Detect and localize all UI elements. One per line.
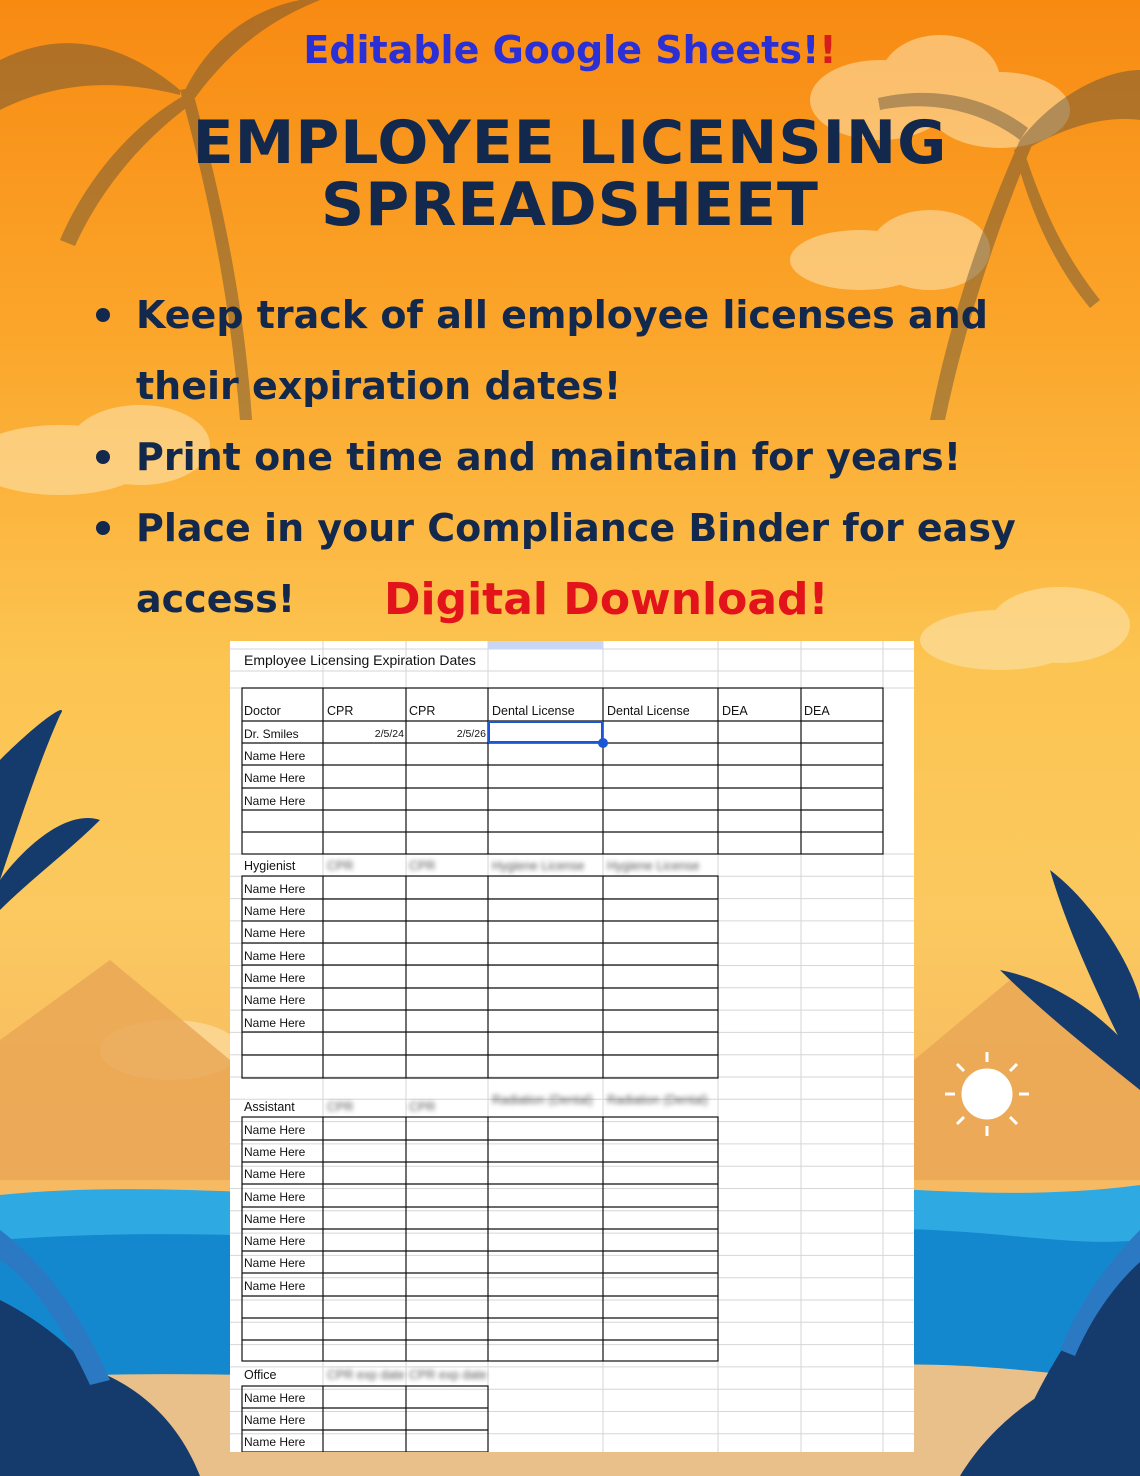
title-line-2: SPREADSHEET	[321, 170, 819, 240]
feature-item: Place in your Compliance Binder for easy access!	[90, 493, 1100, 635]
digital-download-label: Digital Download!	[384, 574, 829, 625]
col-header-blurred: CPR	[409, 859, 436, 873]
col-header-blurred: CPR exp date	[409, 1368, 487, 1382]
office-role: Office	[244, 1368, 277, 1382]
employee-name: Name Here	[244, 1435, 306, 1449]
col-header: CPR	[327, 704, 354, 718]
employee-name: Name Here	[244, 882, 306, 896]
employee-name: Name Here	[244, 1145, 306, 1159]
col-header: Dental License	[607, 704, 690, 718]
sheet-title: Employee Licensing Expiration Dates	[244, 652, 476, 668]
cpr-date: 2/5/24	[374, 728, 404, 740]
col-header-blurred: Hygiene License	[607, 859, 700, 873]
feature-item: Print one time and maintain for years!	[90, 422, 1100, 493]
employee-name: Name Here	[244, 1391, 306, 1405]
col-header: DEA	[722, 704, 748, 718]
col-header: CPR	[409, 704, 436, 718]
title-line-1: EMPLOYEE LICENSING	[192, 108, 948, 178]
col-header-blurred: Hygiene License	[492, 859, 585, 873]
sheet-grid	[230, 641, 914, 1452]
employee-name: Name Here	[244, 904, 306, 918]
col-header: Dental License	[492, 704, 575, 718]
tagline-text: Editable Google Sheets!	[303, 28, 820, 72]
employee-name: Name Here	[244, 771, 306, 785]
page-title	[0, 108, 1140, 240]
employee-name: Name Here	[244, 926, 306, 940]
employee-name: Name Here	[244, 1167, 306, 1181]
selected-cell[interactable]	[489, 722, 602, 742]
employee-name: Name Here	[244, 1123, 306, 1137]
employee-name: Name Here	[244, 1016, 306, 1030]
col-header-blurred: Radiation (Dental)	[492, 1093, 593, 1107]
doctor-role: Doctor	[244, 704, 281, 718]
assistant-role: Assistant	[244, 1100, 295, 1114]
employee-name: Name Here	[244, 1413, 306, 1427]
tagline	[0, 28, 1140, 72]
cpr-date: 2/5/26	[456, 728, 486, 740]
spreadsheet-preview	[230, 641, 914, 1452]
employee-name: Name Here	[244, 1256, 306, 1270]
col-header: DEA	[804, 704, 830, 718]
col-header-blurred: CPR	[327, 1100, 354, 1114]
col-header-blurred: CPR exp date	[327, 1368, 405, 1382]
col-header-blurred: Radiation (Dental)	[607, 1093, 708, 1107]
employee-name: Name Here	[244, 1212, 306, 1226]
hygienist-role: Hygienist	[244, 859, 296, 873]
employee-name: Name Here	[244, 1190, 306, 1204]
employee-name: Name Here	[244, 749, 306, 763]
employee-name: Dr. Smiles	[244, 727, 299, 741]
employee-name: Name Here	[244, 1234, 306, 1248]
feature-item: Keep track of all employee licenses and their expiration dates!	[90, 280, 1100, 422]
tagline-bang: !	[819, 28, 837, 72]
employee-name: Name Here	[244, 1279, 306, 1293]
col-header-blurred: CPR	[327, 859, 354, 873]
employee-name: Name Here	[244, 993, 306, 1007]
employee-name: Name Here	[244, 794, 306, 808]
employee-name: Name Here	[244, 971, 306, 985]
fill-handle[interactable]	[598, 738, 608, 748]
col-header-blurred: CPR	[409, 1100, 436, 1114]
employee-name: Name Here	[244, 949, 306, 963]
